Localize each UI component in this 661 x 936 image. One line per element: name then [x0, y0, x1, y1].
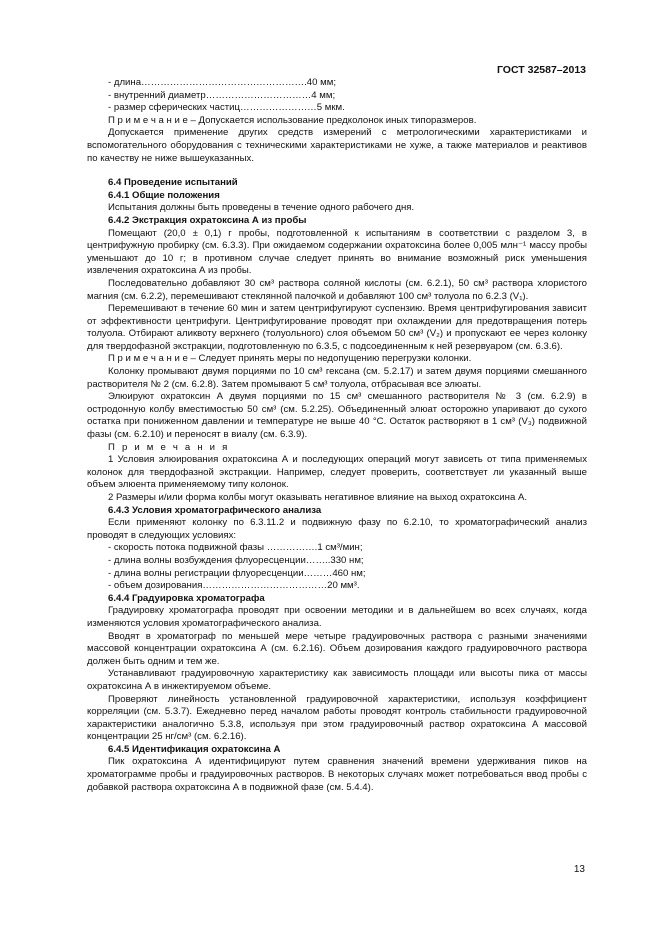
paragraph-other-instruments: Допускается применение других средств измерений с метрологическими характеристиками и вспомогательного оборудования с техническими характеристиками не хуже, а также материалов и реактивов по качеству не ниже вышеуказанных. [87, 127, 587, 164]
condition-injection-volume: - объем дозирования…………………………………20 мм³. [108, 580, 360, 592]
paragraph-elution: Элюируют охратоксин А двумя порциями по 15 см³ смешанного растворителя № 3 (см. 6.2.9) в остродонную колбу вместимостью 50 см³ (см. 5.2.25). Объединенный элюат осторожно упаривают до сухого остатка при пониженном давлении и температуре не выше 40 °С. Остаток растворяют в 1 см³ (V₃) подвижной фазы (см. 6.2.10) и переносят в виалу (см. 6.3.9). [87, 391, 587, 441]
heading-6-4-1: 6.4.1 Общие положения [108, 189, 220, 201]
spec-particle-size: - размер сферических частиц……………………5 мкм. [108, 102, 345, 114]
paragraph-column-wash: Колонку промывают двумя порциями по 10 см³ гексана (см. 5.2.17) и затем двумя порциями смешанного растворителя № 2 (см. 6.2.8). Затем промывают 5 см³ толуола, отбрасывая все элюаты. [87, 366, 587, 390]
heading-6-4: 6.4 Проведение испытаний [108, 177, 238, 189]
paragraph-calibration-when: Градуировку хроматографа проводят при освоении методики и в дальнейшем во всех случаях, когда изменяются условия хроматографического анализа. [87, 605, 587, 629]
paragraph-centrifuge: Перемешивают в течение 60 мин и затем центрифугируют суспензию. Время центрифугирования зависит от эффективности центрифуги. Центрифугирование проводят при охлаждении для предотвращения потерь толуола. Отбирают аликвоту верхнего (толуольного) слоя объемом 50 см³ (V₂) и пропускают ее через колонку для твердофазной экстракции, подготовленную по 6.3.5, с подсоединенным к ней резервуаром (см. 6.3.6). [87, 303, 587, 352]
spec-length: - длина…………………………………………….40 мм; [108, 77, 337, 88]
paragraph-linearity: Проверяют линейность установленной градуировочной характеристики, используя коэффициент корреляции (см. 5.3.7). Ежедневно перед началом работы проводят контроль стабильности градуировочной характеристики аналогично 5.3.8, используя при этом градуировочный раствор охратоксина А массовой концентрации 25 нг/см³ (см. 6.2.16). [87, 693, 587, 743]
heading-6-4-4: 6.4.4 Градуировка хроматографа [108, 592, 265, 604]
note-precolumns: П р и м е ч а н и е – Допускается использование предколонок иных типоразмеров. [108, 114, 477, 126]
spec-inner-diameter: - внутренний диаметр……………………………4 мм; [108, 89, 336, 101]
standard-header: ГОСТ 32587–2013 [496, 64, 586, 76]
paragraph-identification: Пик охратоксина А идентифицируют путем сравнения значений времени удерживания пиков на хроматограмме пробы и градуировочных растворов. В некоторых случаях может потребоваться ввод пробы с добавкой раствора охратоксина А в подвижной фазе (см. 5.4.4). [87, 756, 587, 793]
paragraph-calibration-solutions: Вводят в хроматограф по меньшей мере четыре градуировочных раствора с разными значениями массовой концентрации охратоксина А (см. 6.2.16). Объем дозирования каждого градуировочного раствора должен быть одним и тем же. [87, 630, 587, 667]
heading-6-4-5: 6.4.5 Идентификация охратоксина А [108, 743, 281, 755]
paragraph-add-reagents: Последовательно добавляют 30 см³ раствора соляной кислоты (см. 6.2.1), 50 см³ раствора хлористого магния (см. 6.2.2), перемешивают стеклянной палочкой и добавляют 100 см³ толуола по 6.2.3 (V₁). [87, 277, 587, 302]
condition-emission: - длина волны регистрации флуоресценции………460 нм; [108, 567, 366, 579]
paragraph-chromatography-conditions: Если применяют колонку по 6.3.11.2 и подвижную фазу по 6.2.10, то хроматографический анализ проводят в следующих условиях: [87, 517, 587, 541]
condition-excitation: - длина волны возбуждения флуоресценции……..330 нм; [108, 554, 364, 566]
heading-6-4-3: 6.4.3 Условия хроматографического анализа [108, 504, 322, 516]
note-overload: П р и м е ч а н и е – Следует принять меры по недопущению перегрузки колонки. [108, 353, 472, 365]
document-body [87, 77, 587, 794]
condition-flow-rate: - скорость потока подвижной фазы …………….1 см³/мин; [108, 542, 363, 554]
note-2-flask: 2 Размеры и/или форма колбы могут оказывать негативное влияние на выход охратоксина А. [108, 492, 528, 503]
paragraph-sample-placing: Помещают (20,0 ± 0,1) г пробы, подготовленной к испытаниям в соответствии с разделом 3, в центрифужную пробирку (см. 6.3.3). При ожидаемом содержании охратоксина более 0,005 млн⁻¹ массу пробы уменьшают до 10 г; в противном случае следует принять во внимание возможный риск уменьшения извлечения охратоксина А из пробы. [87, 227, 587, 277]
heading-6-4-2: 6.4.2 Экстракция охратоксина А из пробы [108, 214, 307, 226]
paragraph-one-day: Испытания должны быть проведены в течение одного рабочего дня. [108, 202, 415, 214]
paragraph-calibration-curve: Устанавливают градуировочную характеристику как зависимость площади или высоты пика от массы охратоксина А в инжектируемом объеме. [87, 668, 587, 692]
page-number: 13 [573, 864, 585, 875]
notes-heading: П р и м е ч а н и я [108, 441, 230, 453]
note-1-elution: 1 Условия элюирования охратоксина А и последующих операций могут зависеть от типа применяемых колонок для твердофазной экстракции. Например, следует проверить, соответствует ли указанный выше объем элюента применяемому типу колонок. [87, 454, 587, 491]
